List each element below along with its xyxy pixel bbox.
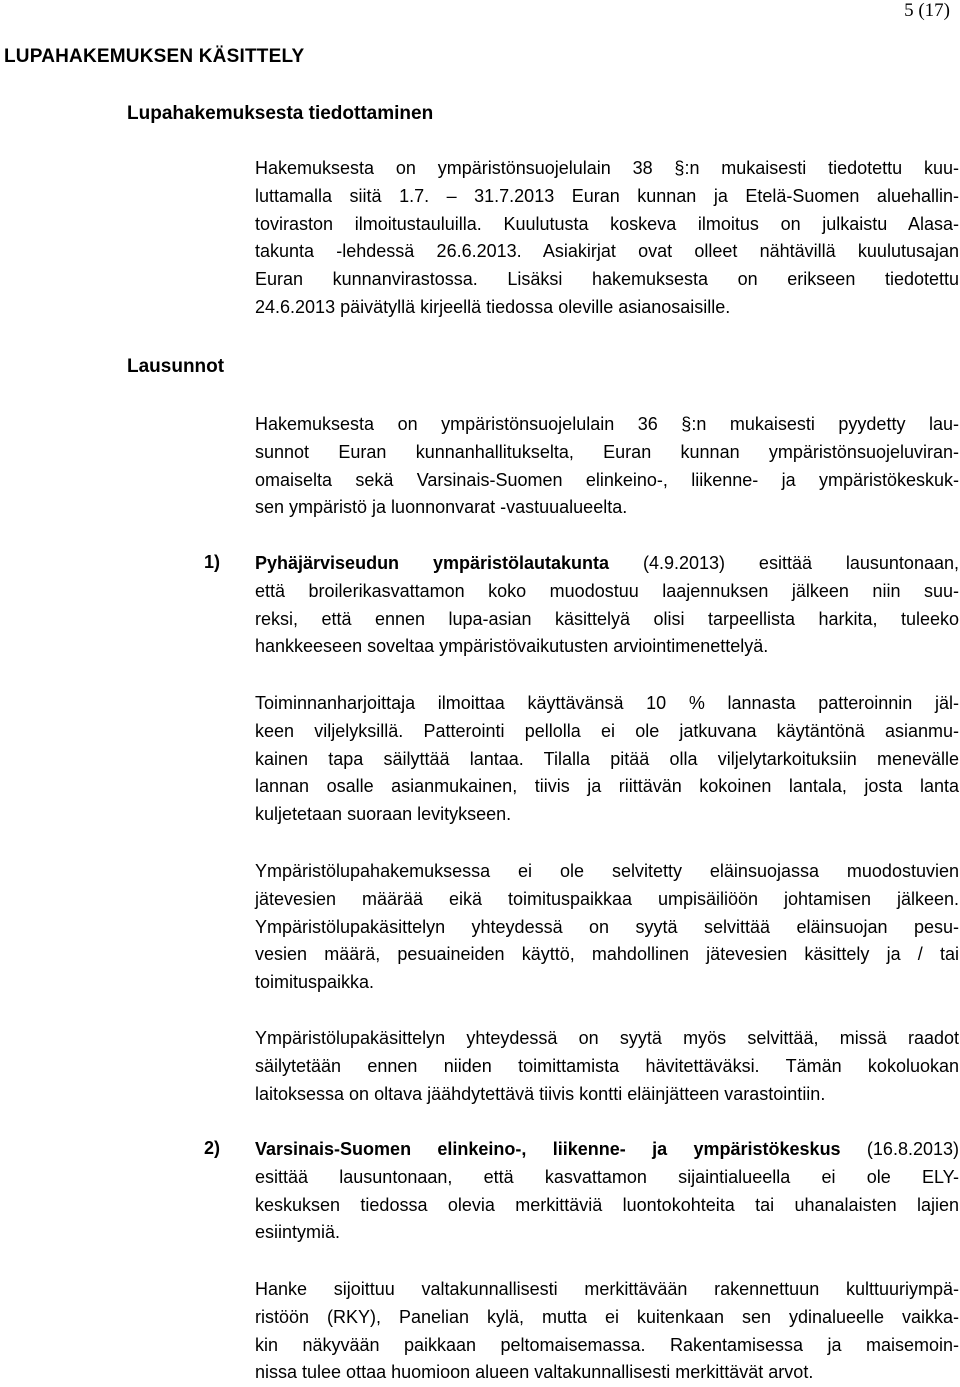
text-line: kin näkyvään paikkaan peltomaisemassa. Rakentamisessa ja maisemoin- [255,1334,959,1355]
text-line: Ympäristölupakäsittelyn yhteydessä on syytä selvittää eläinsuojan pesu- [255,916,959,937]
item-number: 2) [204,1138,221,1158]
side-heading-lausunnot: Lausunnot [127,356,225,377]
statement-1-paragraph-1 [255,550,959,661]
text-line: Hakemuksesta on ympäristönsuojelulain 36 §:n mukaisesti pyydetty lau- [255,414,959,434]
text-line: esittää lausuntonaan, että kasvattamon sijaintialueella ei ole ELY- [255,1166,959,1187]
text-line: omaiselta sekä Varsinais-Suomen elinkeino-, liikenne- ja ympäristökeskuk- [255,469,959,490]
text-line: ristöön (RKY), Panelian kylä, mutta ei kuitenkaan sen ydinalueelle vaikka- [255,1306,959,1327]
text-line: Ympäristölupahakemuksessa ei ole selvitetty eläinsuojassa muodostuvien [255,861,959,881]
text-line [255,1136,959,1164]
text-line: esiintymiä. [255,1222,341,1243]
text-line: Ympäristölupakäsittelyn yhteydessä on syytä myös selvittää, missä raadot [255,1028,959,1048]
subheading: Lupahakemuksesta tiedottaminen [127,103,434,124]
intro-paragraph [255,155,959,322]
text-line: Hakemuksesta on ympäristönsuojelulain 38 §:n mukaisesti tiedotettu kuu- [255,158,959,178]
org-name: Varsinais-Suomen elinkeino-, liikenne- ja ympäristökeskus [255,1139,841,1159]
text-line: toimituspaikka. [255,972,375,993]
text-line: kuljetetaan suoraan levitykseen. [255,804,512,825]
statement-date-text: (4.9.2013) esittää lausuntonaan, [609,553,959,573]
statement-2-paragraph-2 [255,1276,959,1387]
text-line: jätevesien määrää eikä toimituspaikkaa umpisäiliöön johtamisen jälkeen. [255,888,959,909]
text-line: reksi, että ennen lupa-asian käsittelyä olisi tarpeellista harkita, tuleeko [255,608,959,629]
org-name: Pyhäjärviseudun ympäristölautakunta [255,553,610,573]
statement-date-text: (16.8.2013) [840,1139,959,1159]
text-line: Euran kunnanvirastossa. Lisäksi hakemuksesta on erikseen tiedotettu [255,269,959,290]
item-number: 1) [204,552,221,572]
text-line: takunta -lehdessä 26.6.2013. Asiakirjat ovat olleet nähtävillä kuulutusajan [255,241,959,262]
text-line: että broilerikasvattamon koko muodostuu laajennuksen jälkeen niin suu- [255,580,959,601]
text-line: sunnot Euran kunnanhallitukselta, Euran kunnan ympäristönsuojeluviran- [255,441,959,462]
text-line [255,550,959,578]
text-line: lannan osalle asianmukainen, tiivis ja riittävän kokoinen lantala, josta lanta [255,776,959,797]
text-line: laitoksessa on oltava jäähdytettävä tiivis kontti eläinjätteen varastointiin. [255,1083,826,1104]
section-title: LUPAHAKEMUKSEN KÄSITTELY [4,46,305,67]
page-number: 5 (17) [904,0,950,21]
text-line: kainen tapa säilyttää lantaa. Tilalla pitää olla viljelytarkoituksiin menevälle [255,748,959,769]
statement-1-paragraph-4 [255,1025,959,1108]
statement-2-paragraph-1 [255,1136,959,1247]
text-line: luttamalla siitä 1.7. – 31.7.2013 Euran kunnan ja Etelä-Suomen aluehallin- [255,185,959,206]
lausunnot-paragraph [255,411,959,522]
text-line: vesien määrä, pesuaineiden käyttö, mahdollinen jätevesien käsittely ja / tai [255,944,959,965]
text-line: säilytetään ennen niiden toimittamista hävitettäväksi. Tämän kokoluokan [255,1055,959,1076]
statement-1-paragraph-3 [255,858,959,997]
text-line: 24.6.2013 päivätyllä kirjeellä tiedossa oleville asianosaisille. [255,296,731,317]
text-line: Hanke sijoittuu valtakunnallisesti merkittävään rakennettuun kulttuuriympä- [255,1279,959,1299]
text-line: toviraston ilmoitustauluilla. Kuulutusta koskeva ilmoitus on julkaistu Alasa- [255,213,959,234]
text-line: keen viljelyksillä. Patterointi pellolla ei ole jatkuvana käytäntönä asianmu- [255,720,959,741]
statement-1-paragraph-2 [255,690,959,829]
text-line: keskuksen tiedossa olevia merkittäviä luontokohteita tai uhanalaisten lajien [255,1194,959,1215]
text-line: Toiminnanharjoittaja ilmoittaa käyttävänsä 10 % lannasta patteroinnin jäl- [255,693,959,713]
text-line: hankkeeseen soveltaa ympäristövaikutusten arviointimenettelyä. [255,636,769,657]
text-line: sen ympäristö ja luonnonvarat -vastuualueelta. [255,497,628,518]
text-line: nissa tulee ottaa huomioon alueen valtakunnallisesti merkittävät arvot. [255,1362,814,1383]
